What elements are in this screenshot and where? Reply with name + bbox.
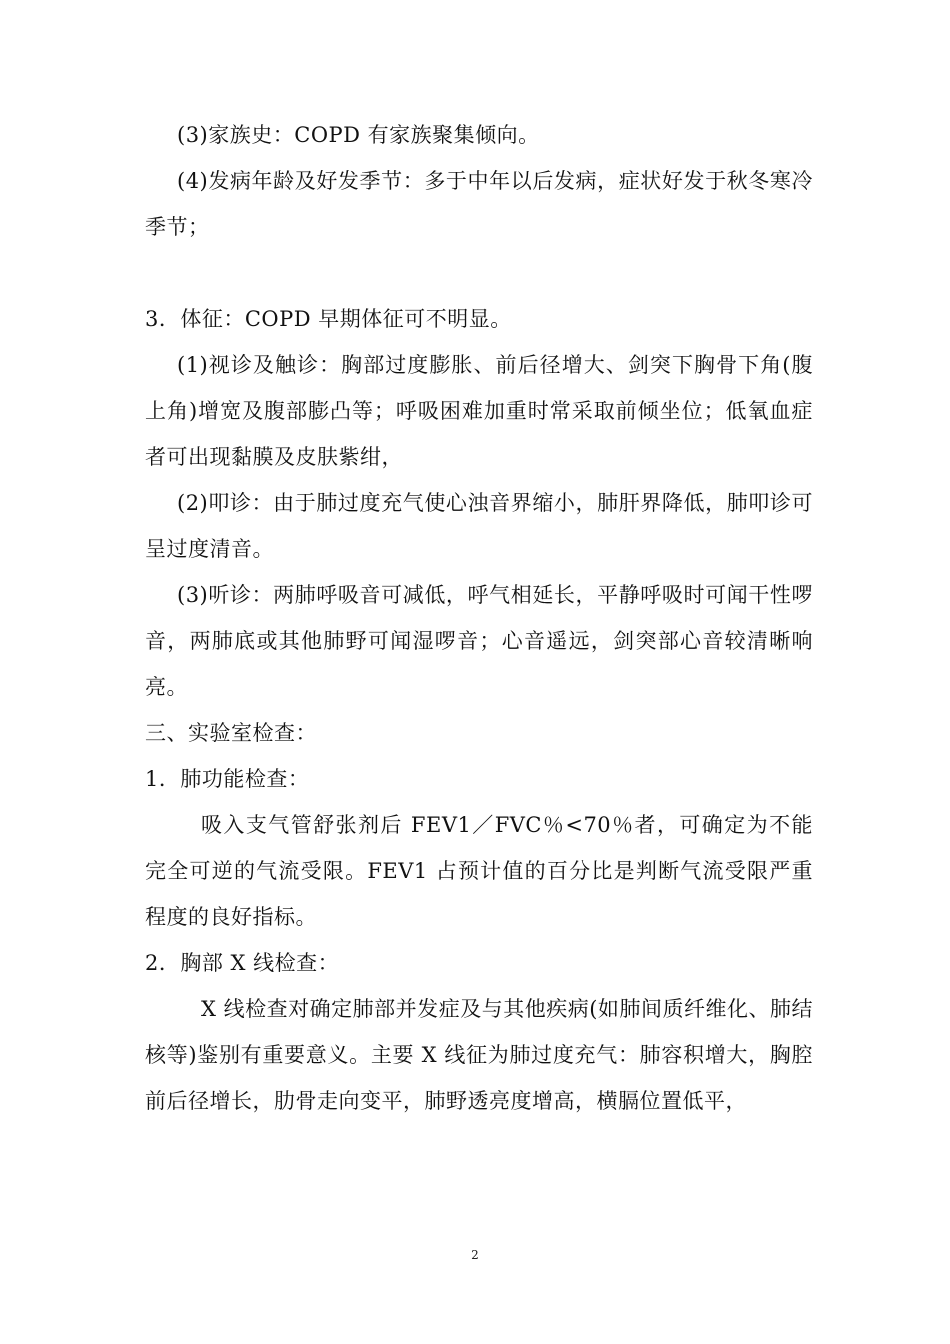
- paragraph-family-history: (3)家族史：COPD 有家族聚集倾向。: [177, 123, 540, 147]
- heading-chest-xray: 2．胸部 X 线检查：: [145, 951, 340, 975]
- page-content: [145, 112, 813, 1124]
- heading-lung-function: 1．肺功能检查：: [145, 767, 310, 791]
- paragraph-gap: [145, 250, 813, 296]
- paragraph-inspection-palpation: (1)视诊及触诊：胸部过度膨胀、前后径增大、剑突下胸骨下角(腹上角)增宽及腹部膨凸等；呼吸困难加重时常采取前倾坐位；低氧血症者可出现黏膜及皮肤紫绀，: [145, 353, 813, 469]
- heading-lab-tests: 三、实验室检查：: [145, 721, 317, 745]
- paragraph-lung-function: 吸入支气管舒张剂后 FEV1／FVC％<70％者，可确定为不能完全可逆的气流受限。FEV1 占预计值的百分比是判断气流受限严重程度的良好指标。: [145, 813, 813, 929]
- page-number: 2: [471, 1248, 479, 1262]
- paragraph-onset-age-season: (4)发病年龄及好发季节：多于中年以后发病，症状好发于秋冬寒冷季节；: [145, 169, 813, 239]
- paragraph-auscultation: (3)听诊：两肺呼吸音可减低，呼气相延长，平静呼吸时可闻干性啰音，两肺底或其他肺野可闻湿啰音；心音遥远，剑突部心音较清晰响亮。: [145, 583, 813, 699]
- paragraph-chest-xray: X 线检查对确定肺部并发症及与其他疾病(如肺间质纤维化、肺结核等)鉴别有重要意义。主要 X 线征为肺过度充气：肺容积增大，胸腔前后径增长，肋骨走向变平，肺野透亮度增高，横膈位置低平，: [145, 997, 813, 1113]
- paragraph-percussion: (2)叩诊：由于肺过度充气使心浊音界缩小，肺肝界降低，肺叩诊可呈过度清音。: [145, 491, 813, 561]
- heading-physical-signs: 3．体征：COPD 早期体征可不明显。: [145, 307, 512, 331]
